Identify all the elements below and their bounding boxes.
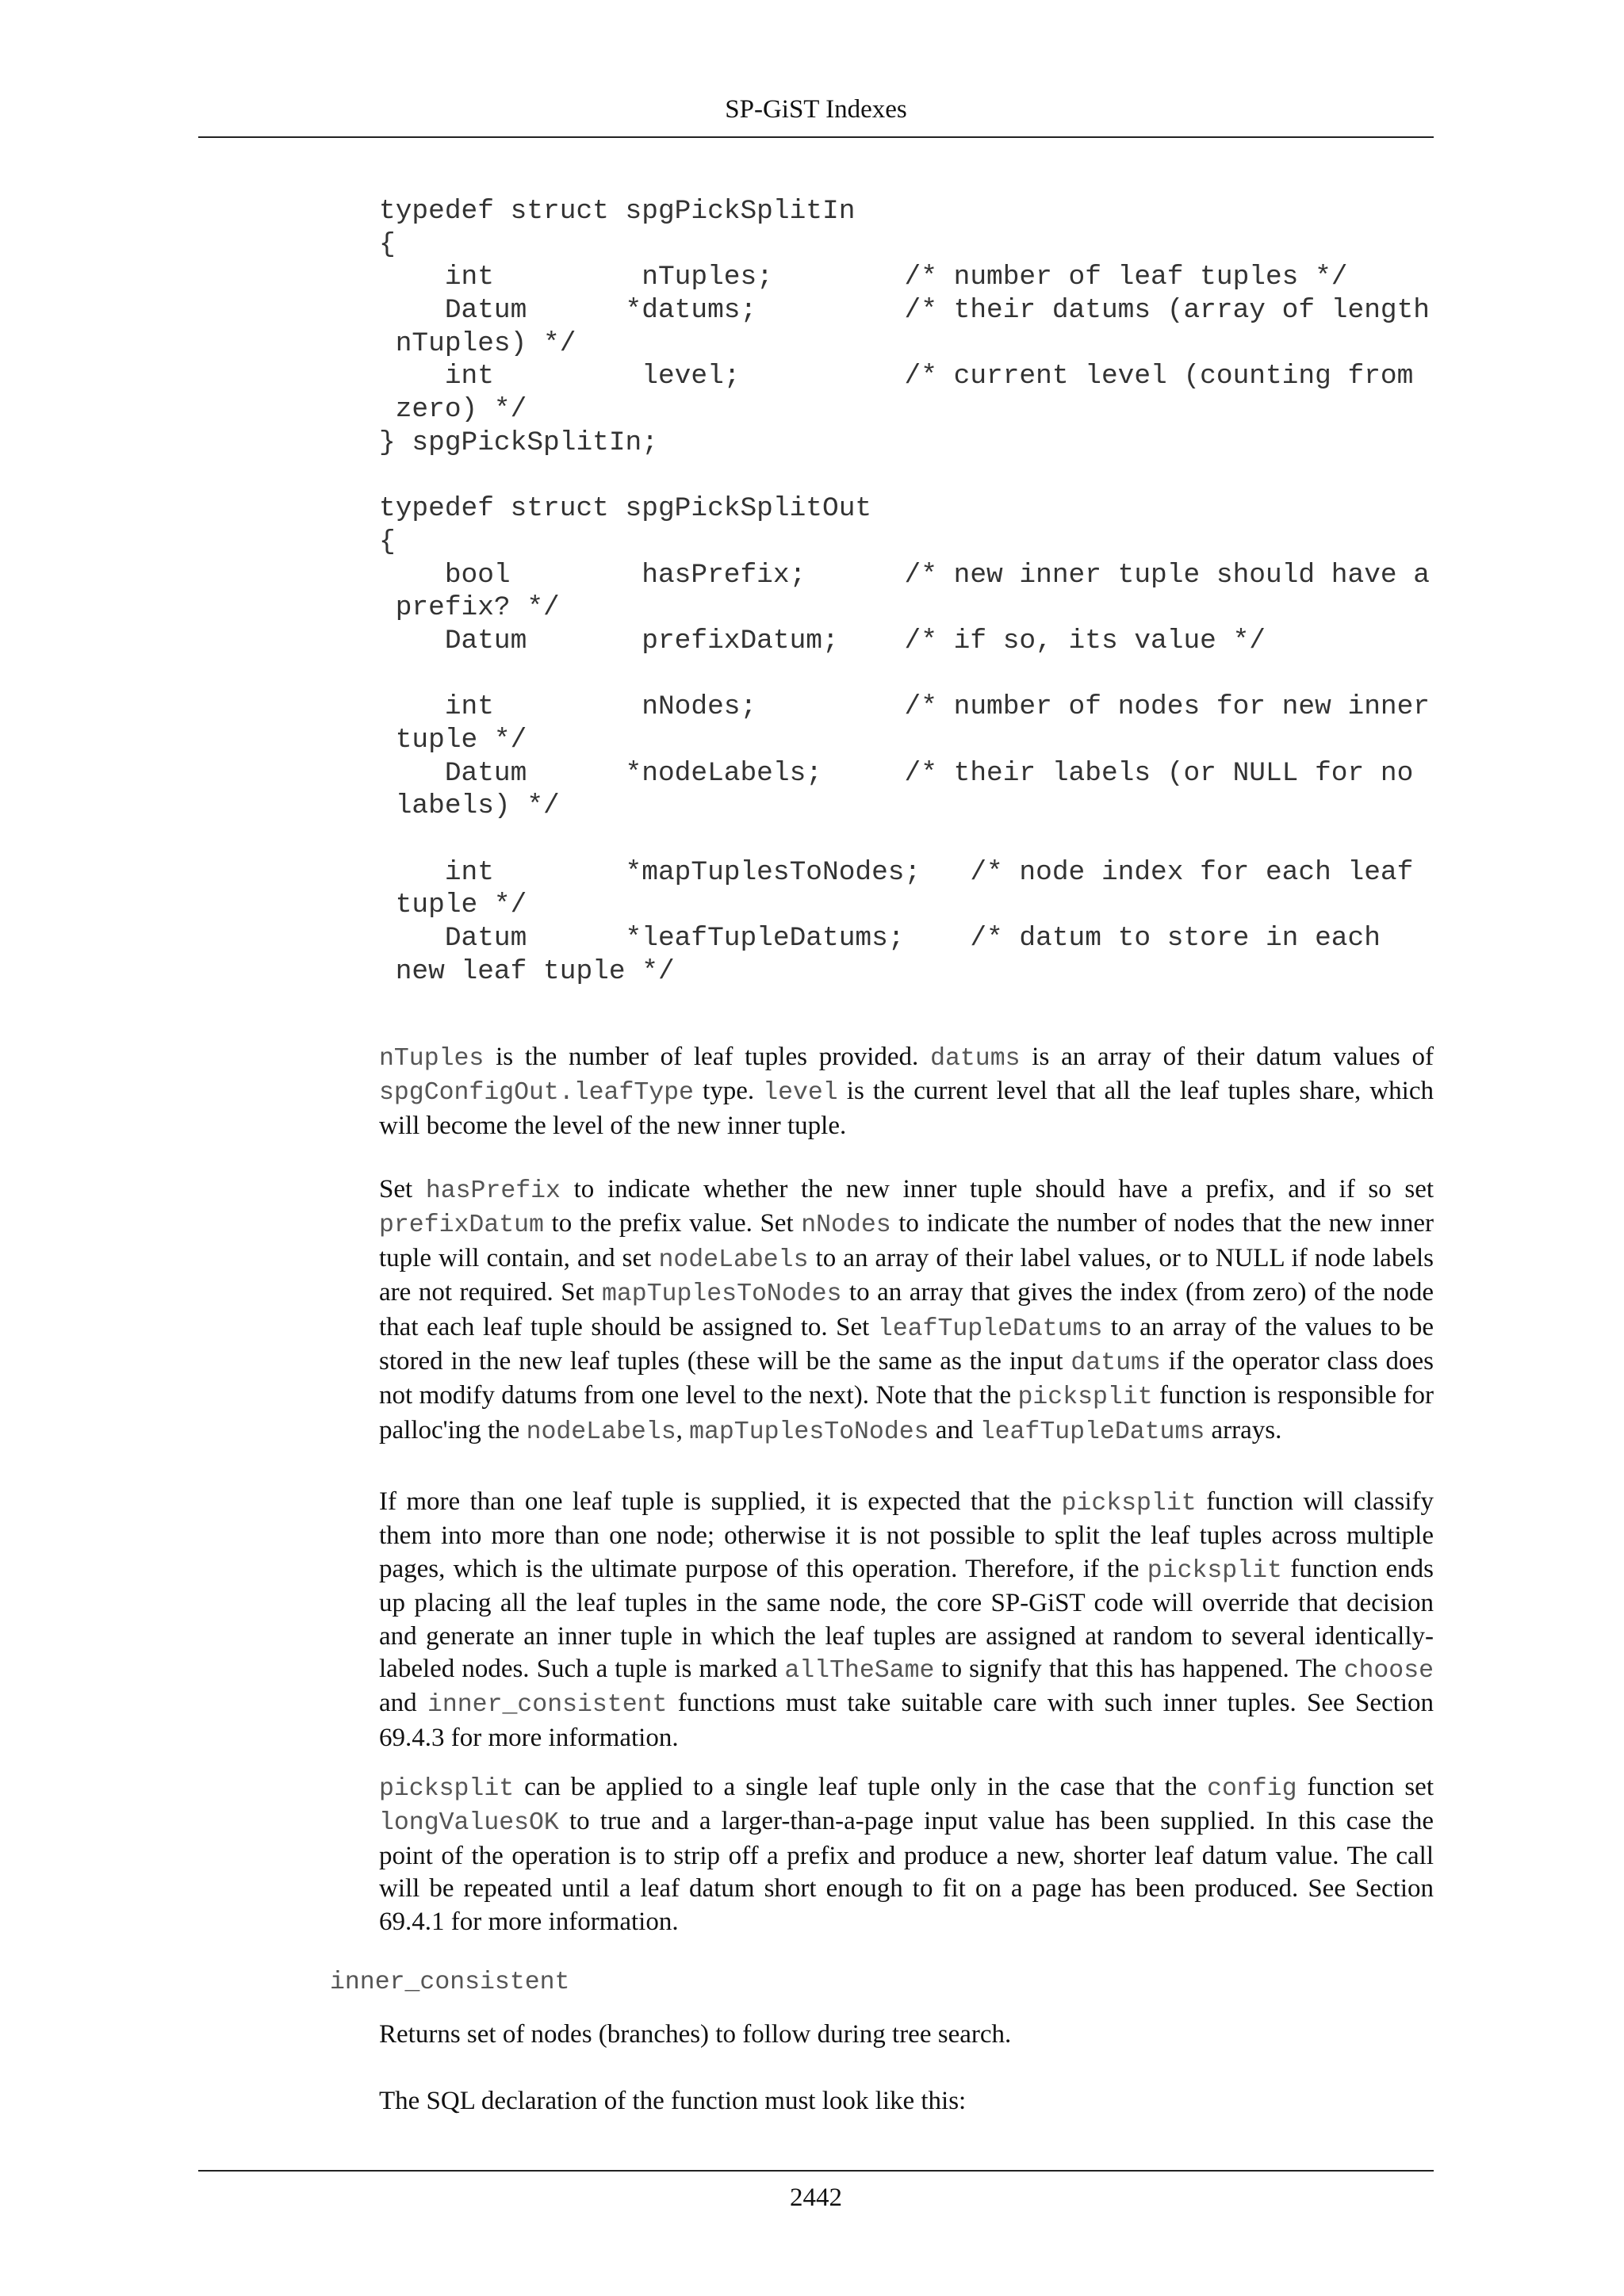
inline-code: inner_consistent — [427, 1691, 668, 1720]
code-line — [379, 460, 1430, 493]
code-line: { — [379, 228, 396, 260]
paragraph-multiple-leaf-tuples: If more than one leaf tuple is supplied, it is expected that the picksplit function will classify them into more than one node; otherwise it is not possible to split the leaf tuples across multiple pages, which is the ultimate purpose of this operation. Therefore, if the picksplit function ends up placing all the leaf tuples in the same node, the core SP-GiST code will override that decision and generate an inner tuple in which the leaf tuples are assigned at random to several identically-labeled nodes. Such a tuple is marked allTheSame to signify that this has happened. The choose and inner_consistent functions must take suitable care with such inner tuples. See Section 69.4.3 for more information. — [379, 1487, 1434, 1752]
code-line: int *mapTuplesToNodes; /* node index for each leaf — [379, 856, 1414, 888]
code-line: typedef struct spgPickSplitOut — [379, 493, 872, 525]
paragraph-output-fields: Set hasPrefix to indicate whether the new inner tuple should have a prefix, and if so set prefixDatum to the prefix value. Set nNodes to indicate the number of nodes that the new inner tuple will contain, and set nodeLabels to an array of their label values, or to NULL if node labels are not required. Set mapTuplesToNodes to an array that gives the index (from zero) of the node that each leaf tuple should be assigned to. Set leafTupleDatums to an array of the values to be stored in the new leaf tuples (these will be the same as the input datums if the operator class does not modify datums from one level to the next). Note that the picksplit function is responsible for palloc'ing the nodeLabels, mapTuplesToNodes and leafTupleDatums arrays. — [379, 1175, 1434, 1446]
code-line: typedef struct spgPickSplitIn — [379, 196, 856, 227]
inline-code: leafTupleDatums — [979, 1418, 1205, 1446]
code-line — [379, 823, 1430, 856]
inline-code: picksplit — [379, 1775, 515, 1803]
code-line: prefix? */ — [379, 592, 560, 624]
code-line: bool hasPrefix; /* new inner tuple should have a — [379, 559, 1431, 591]
inline-code: hasPrefix — [425, 1177, 561, 1205]
paragraph-ntuples-description: nTuples is the number of leaf tuples provided. datums is an array of their datum values of spgConfigOut.leafType type. level is the current level that all the leaf tuples share, which will become the level of the new inner tuple. — [379, 1043, 1434, 1140]
inline-code: config — [1207, 1775, 1297, 1803]
code-line: Datum *leafTupleDatums; /* datum to store in each — [379, 923, 1381, 955]
inline-code: nodeLabels — [526, 1418, 676, 1446]
inline-code: datums — [1071, 1349, 1161, 1378]
inline-code: picksplit — [1017, 1383, 1153, 1412]
inline-code: choose — [1343, 1657, 1434, 1686]
inline-code: longValuesOK — [379, 1809, 559, 1838]
code-line: Datum prefixDatum; /* if so, its value */ — [379, 625, 1266, 656]
code-line: { — [379, 526, 396, 557]
code-line: } spgPickSplitIn; — [379, 427, 658, 458]
paragraph-single-leaf-tuple: picksplit can be applied to a single leaf tuple only in the case that the config function set longValuesOK to true and a larger-than-a-page input value has been supplied. In this case the point of the operation is to strip off a prefix and produce a new, shorter leaf datum value. The call will be repeated until a leaf datum short enough to fit on a page has been produced. See Section 69.4.1 for more information. — [379, 1773, 1434, 1936]
code-line: Datum *nodeLabels; /* their labels (or NULL for no — [379, 757, 1414, 789]
inline-code: leafTupleDatums — [877, 1314, 1103, 1343]
code-line: int nTuples; /* number of leaf tuples */ — [379, 262, 1348, 293]
code-line: int nNodes; /* number of nodes for new inner — [379, 691, 1431, 723]
term-name: inner_consistent — [330, 1969, 570, 1996]
code-line: int level; /* current level (counting from — [379, 361, 1414, 392]
code-line: new leaf tuple */ — [379, 955, 675, 987]
inline-code: mapTuplesToNodes — [689, 1418, 929, 1446]
inline-code: spgConfigOut.leafType — [379, 1079, 694, 1108]
code-line: tuple */ — [379, 725, 527, 756]
inline-code: nTuples — [379, 1045, 485, 1073]
inline-code: picksplit — [1061, 1490, 1197, 1517]
inline-code: datums — [930, 1045, 1021, 1073]
inline-code: picksplit — [1147, 1556, 1282, 1585]
code-line: zero) */ — [379, 394, 527, 426]
paragraph-returns-nodes: Returns set of nodes (branches) to follow during tree search. — [379, 2020, 1012, 2049]
inline-code: prefixDatum — [379, 1211, 544, 1240]
code-line: tuple */ — [379, 890, 527, 921]
inline-code: nodeLabels — [658, 1246, 809, 1274]
page-header-title: SP-GiST Indexes — [725, 95, 907, 124]
inline-code: mapTuplesToNodes — [601, 1280, 842, 1309]
page-number: 2442 — [790, 2183, 842, 2212]
code-line: nTuples) */ — [379, 327, 576, 359]
inline-code: allTheSame — [784, 1657, 935, 1686]
struct-code-block — [379, 195, 1430, 989]
footer-divider — [198, 2170, 1434, 2172]
code-line: Datum *datums; /* their datums (array of length — [379, 295, 1431, 327]
inline-code: nNodes — [801, 1211, 891, 1240]
code-line — [379, 658, 1430, 691]
term-inner-consistent — [330, 1965, 569, 1999]
paragraph-sql-declaration: The SQL declaration of the function must look like this: — [379, 2087, 967, 2115]
header-divider — [198, 136, 1434, 138]
inline-code: level — [763, 1079, 838, 1108]
code-line: labels) */ — [379, 790, 560, 822]
